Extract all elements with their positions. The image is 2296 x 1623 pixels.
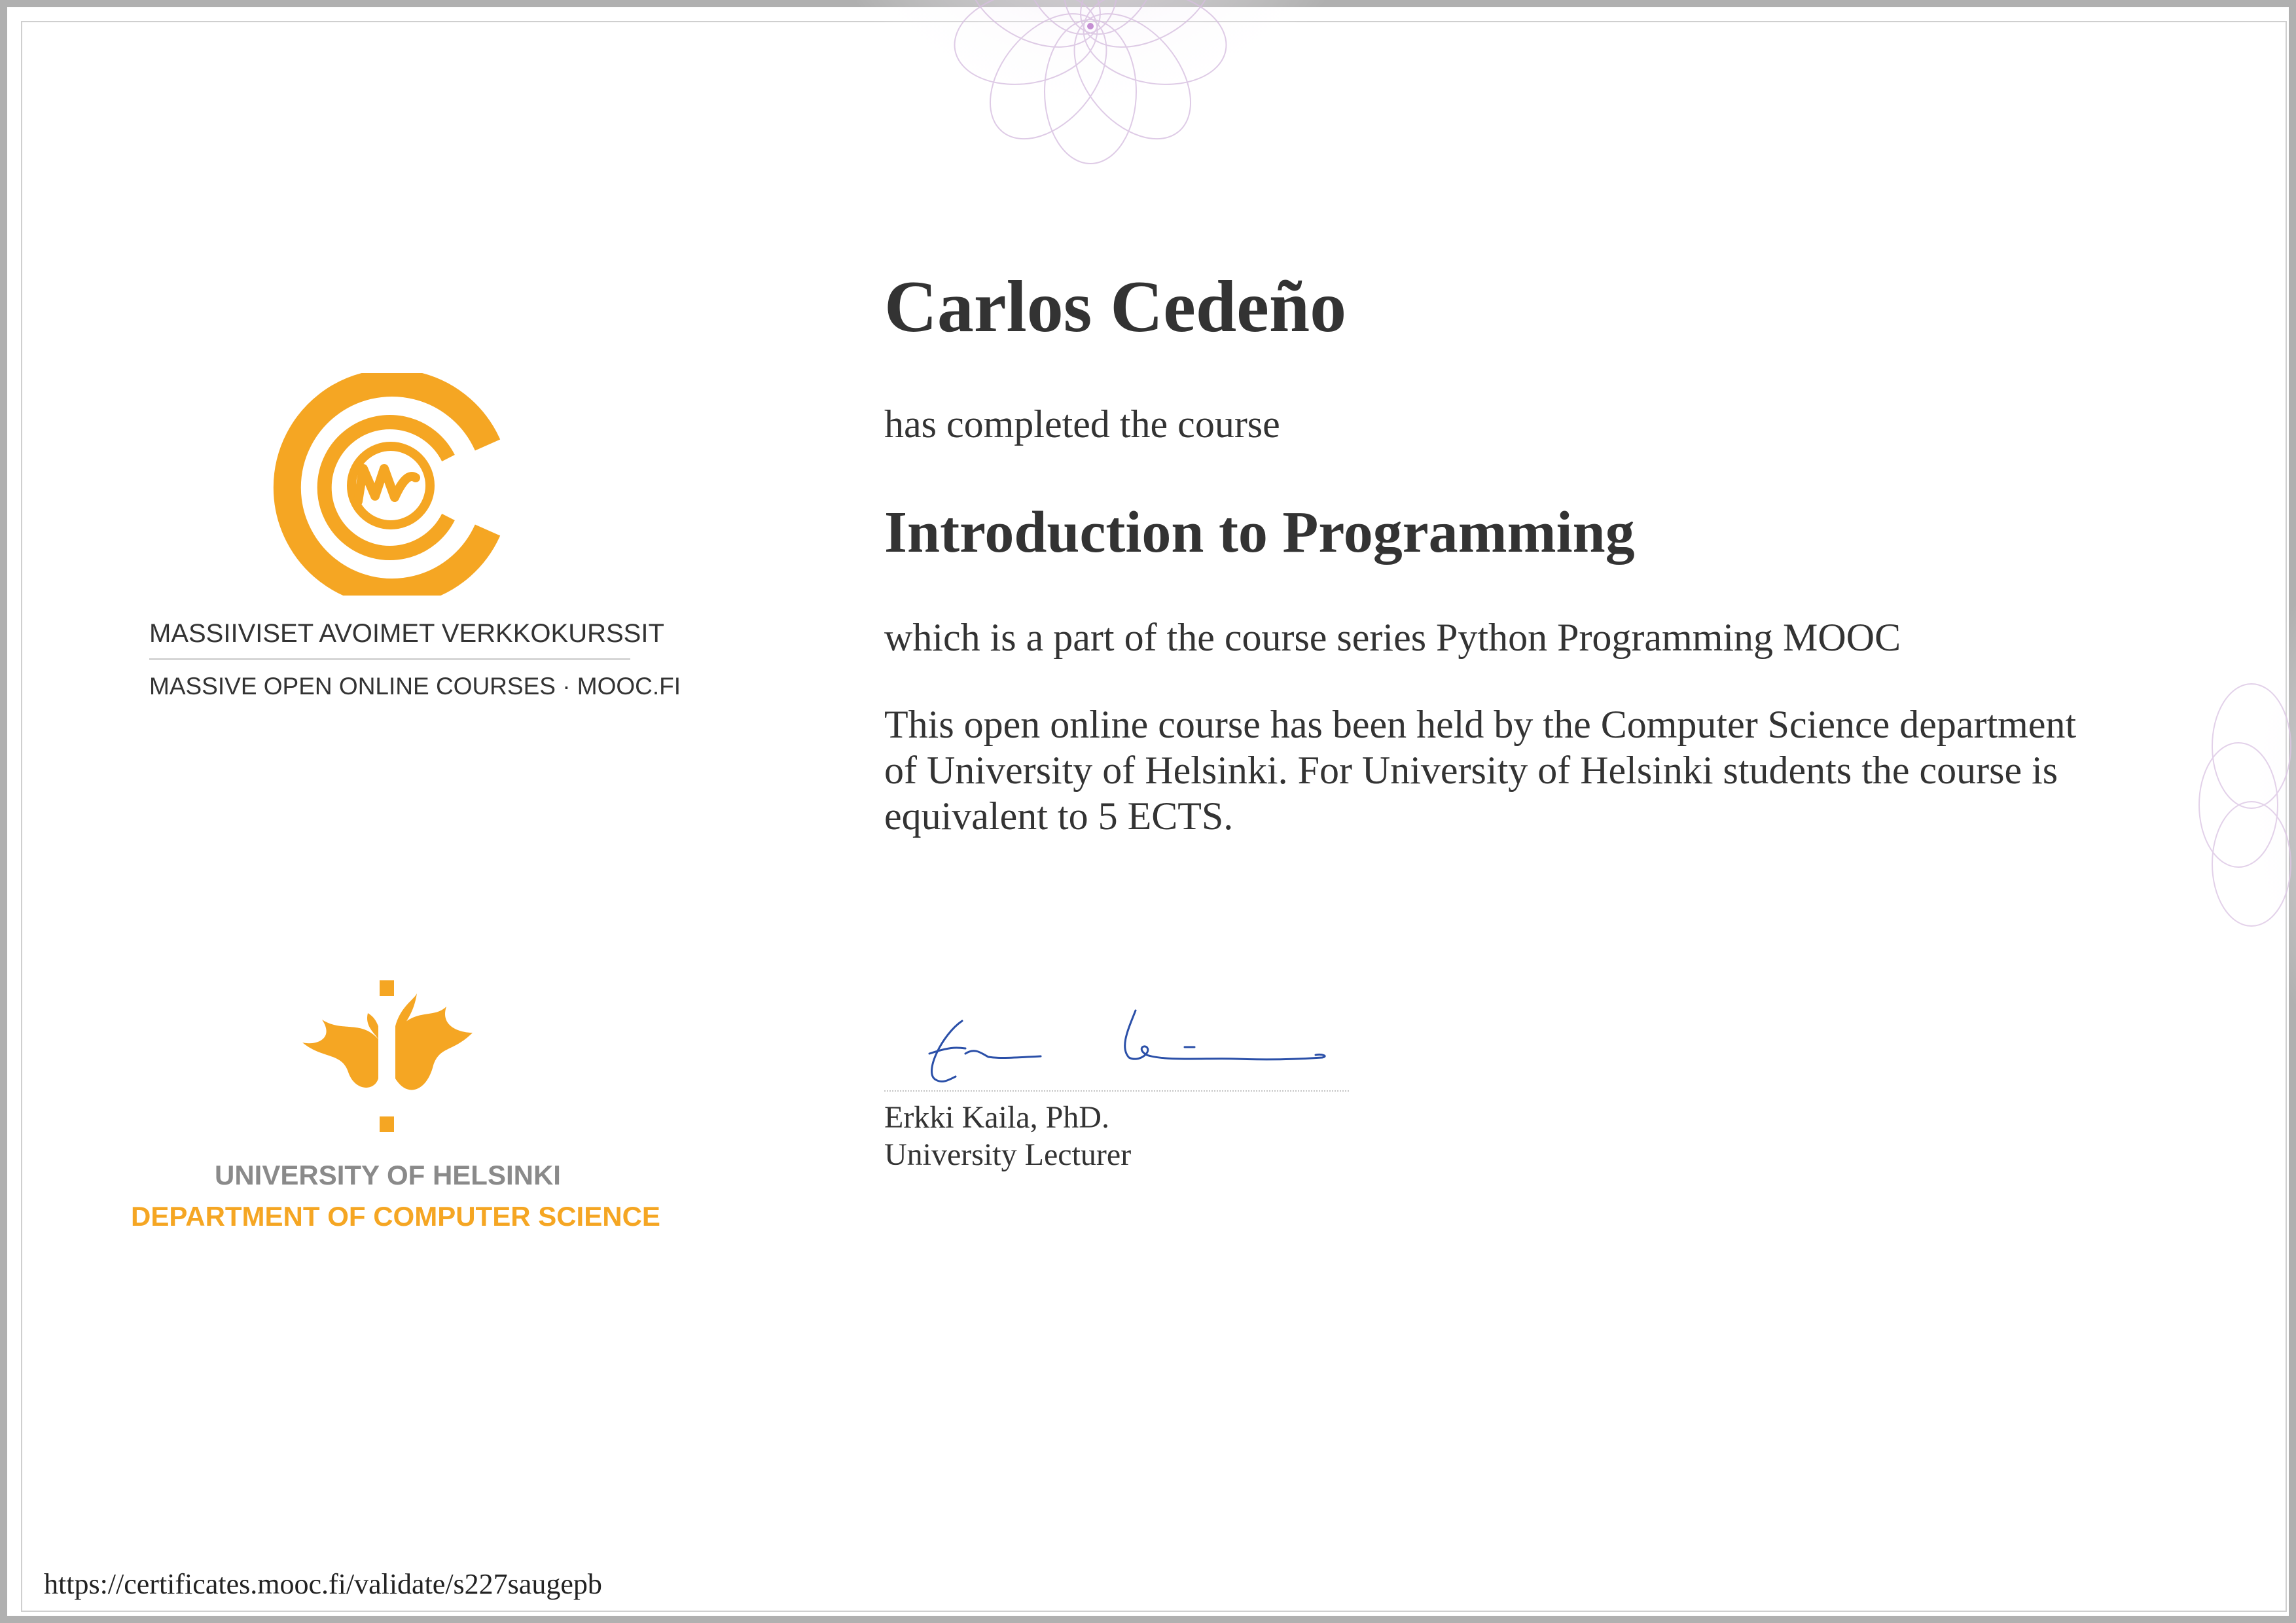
flame-logo-icon [302,980,473,1132]
handwritten-signature [903,995,1348,1093]
recipient-name: Carlos Cedeño [884,266,1347,348]
mooc-caption-divider [149,658,630,660]
validation-url: https://certificates.mooc.fi/validate/s227saugepb [44,1568,602,1600]
university-name: UNIVERSITY OF HELSINKI [215,1160,561,1190]
course-title: Introduction to Programming [884,500,1635,565]
course-description: This open online course has been held by the Computer Science department of University of Helsinki. For University of Helsinki students the course is equivalent to 5 ECTS. [884,703,2077,838]
mooc-logo-icon [272,373,507,596]
mooc-caption-finnish: MASSIIVISET AVOIMET VERKKOKURSSIT [149,619,664,648]
signature-line [884,1090,1349,1092]
rosette-top-decoration [842,0,1339,275]
rosette-right-decoration [2140,589,2296,1021]
department-name: DEPARTMENT OF COMPUTER SCIENCE [131,1201,660,1232]
signatory-title: University Lecturer [884,1137,1132,1172]
completion-statement: has completed the course [884,402,1280,446]
mooc-caption-english: MASSIVE OPEN ONLINE COURSES · MOOC.FI [149,673,681,700]
signatory-name: Erkki Kaila, PhD. [884,1100,1109,1135]
course-series-statement: which is a part of the course series Python Programming MOOC [884,616,1901,659]
